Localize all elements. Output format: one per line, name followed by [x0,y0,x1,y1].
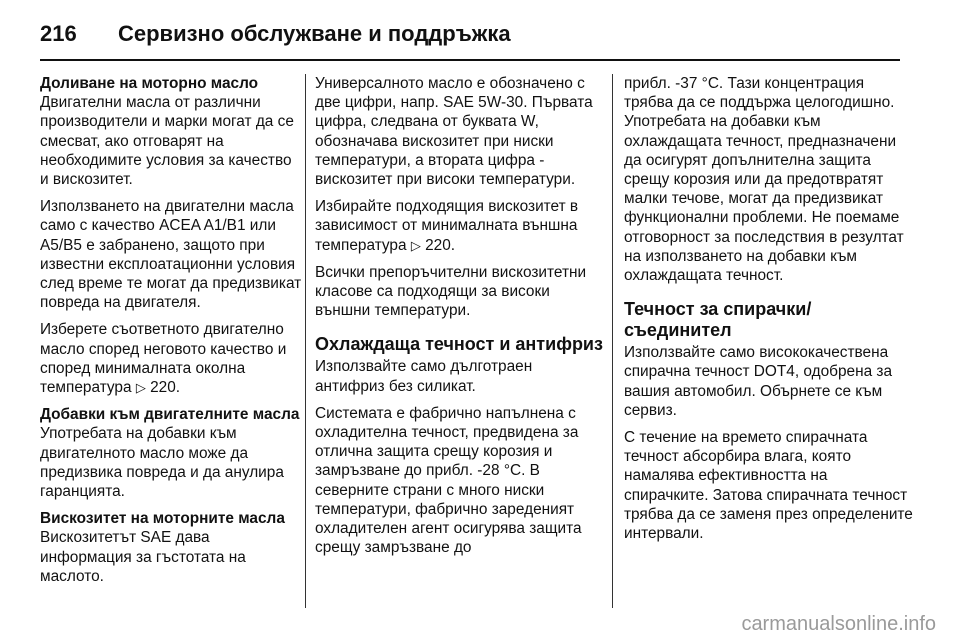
paragraph-text: Избирайте подходящия вискозитет в зависимост от минималната външна температура [315,198,579,254]
paragraph-brake-fluid-moisture: С течение на времето спирачната течност абсорбира влага, която намалява ефективността на спирачките. Затова спирачната течност трябва да се заменя през определените интервали. [624,429,913,543]
paragraph-coolant-concentration: прибл. -37 °C. Тази концентрация трябва да се поддържа целогодишно. Употребата на добавки към охлаждащата течност, предназначени да осигурят допълнителна защита срещу корозия или да предотвратят малки течове, могат да предизвикат функционални проблеми. Не поемаме отговорност за последствия в резултат на използването на добавки към охлаждащата течност. [624,75,904,285]
paragraph-text: Двигателни масла от различни производители и марки могат да се смесват, ако отговарят на необходимите условия за качество и вискозитет. [40,94,294,189]
paragraph-oil-viscosity [40,509,302,586]
column-middle [315,74,605,604]
paragraph-brake-fluid-dot4: Използвайте само висококачествена спирачна течност DOT4, одобрена за вашия автомобил. Обърнете се към сервиз. [624,344,893,419]
page-reference-link[interactable]: 220. [150,379,181,397]
paragraph-select-viscosity [315,197,605,255]
paragraph-coolant-system: Системата е фабрично напълнена с охладителна течност, предвидена за отлична защита срещу корозия и замръзване до прибл. -28 °C. В северните страни с много ниски температури, фабрично зареденият охладителен агент осигурява защита срещу замръзване до [315,404,582,557]
paragraph-text: Вискозитетът SAE дава информация за гъстотата на маслото. [40,529,246,585]
paragraph-select-oil [40,320,302,397]
paragraph-multigrade: Универсалното масло е обозначено с две цифри, напр. SAE 5W-30. Първата цифра, следвана от буквата W, обозначава вискозитет при ниски температури, а втората цифра - вискозитет при високи температури. [315,75,593,189]
subheading-oil-additives: Добавки към двигателните масла [40,406,300,424]
paragraph-viscosity-grades: Всички препоръчителни вискозитетни класове са подходящи за високи външни температури. [315,263,587,320]
paragraph-text: Употребата на добавки към двигателното масло може да предизвика повреда и да анулира гаранцията. [40,425,284,501]
column-right [624,74,914,604]
column-left [40,74,302,604]
watermark: carmanualsonline.info [741,613,936,635]
page-header [40,14,920,54]
paragraph-text: Изберете съответното двигателно масло според неговото качество и според минималната околна температура [40,321,287,397]
column-divider [305,74,306,608]
paragraph-acea: Използването на двигателни масла само с качество ACEA A1/B1 или A5/B5 е забранено, защото при известни експлоатационни условия след време те могат да предизвикат повреда на двигателя. [40,198,302,312]
paragraph-topping-up-oil [40,74,302,189]
header-divider [40,59,900,61]
page-reference-icon: ▷ [410,237,421,253]
section-heading-brake-fluid: Течност за спирачки/ съединител [624,299,812,341]
paragraph-oil-additives [40,405,302,501]
paragraph-antifreeze: Използвайте само дълготраен антифриз без силикат. [315,358,533,395]
page-number: 216 [40,21,77,46]
column-divider [612,74,613,608]
page-reference-link[interactable]: 220. [425,236,456,254]
subheading-topping-up-oil: Доливане на моторно масло [40,75,259,92]
page-title: Сервизно обслужване и поддръжка [118,21,511,46]
subheading-oil-viscosity: Вискозитет на моторните масла [40,510,285,528]
section-heading-coolant: Охлаждаща течност и антифриз [315,334,603,355]
page-reference-icon: ▷ [135,380,146,396]
